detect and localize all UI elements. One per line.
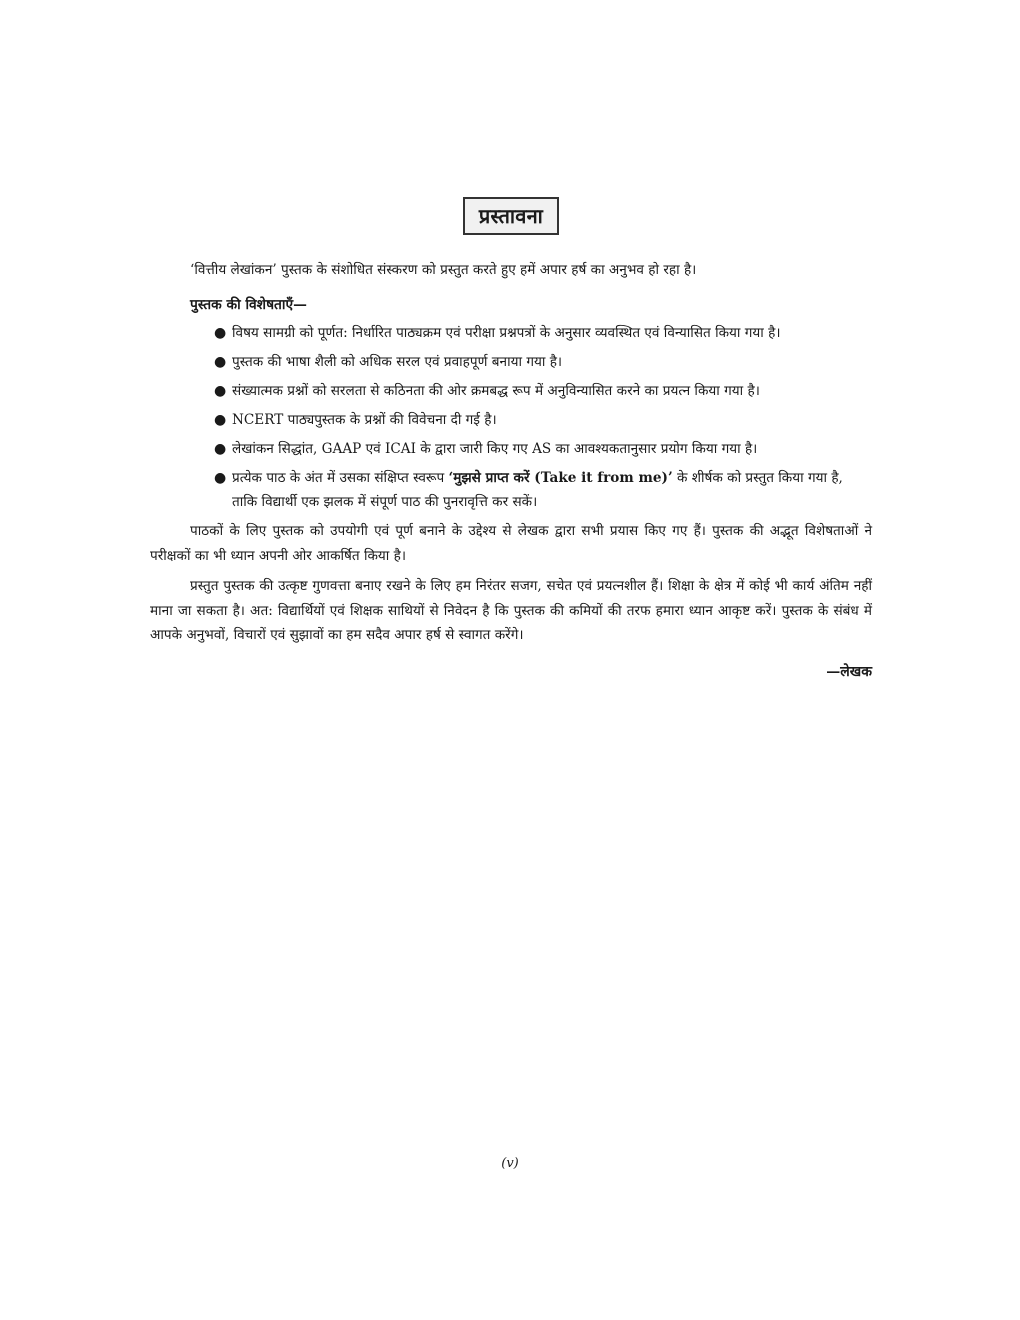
feature-text: NCERT पाठ्यपुस्तक के प्रश्नों की विवेचना दी गई है। bbox=[232, 412, 497, 428]
list-item bbox=[214, 437, 872, 461]
feature-text-after: के शीर्षक को प्रस्तुत किया गया है, ताकि विद्यार्थी एक झलक में संपूर्ण पाठ की पुनरावृत्ति कर सकें। bbox=[232, 470, 843, 510]
author-signature: —लेखक bbox=[826, 663, 872, 680]
feature-text-before: प्रत्येक पाठ के अंत में उसका संक्षिप्त स्वरूप bbox=[232, 470, 449, 486]
bullet-icon: ● bbox=[214, 412, 227, 428]
bullet-icon: ● bbox=[214, 470, 227, 486]
features-list bbox=[150, 321, 872, 514]
feature-text-bold: ‘मुझसे प्राप्त करें (Take it from me)’ bbox=[448, 470, 673, 486]
feature-text: लेखांकन सिद्धांत, GAAP एवं ICAI के द्वारा जारी किए गए AS का आवश्यकतानुसार प्रयोग किया गया है। bbox=[232, 441, 758, 457]
bullet-icon: ● bbox=[214, 383, 227, 399]
body-paragraph-2: प्रस्तुत पुस्तक की उत्कृष्ट गुणवत्ता बनाए रखने के लिए हम निरंतर सजग, सचेत एवं प्रयत्नशील हैं। शिक्षा के क्षेत्र में कोई भी कार्य अंतिम नहीं माना जा सकता है। अत: विद्यार्थियों एवं शिक्षक साथियों से निवेदन है कि पुस्तक की कमियों की तरफ हमारा ध्यान आकृष्ट करें। पुस्तक के संबंध में आपके अनुभवों, विचारों एवं सुझावों का हम सदैव अपार हर्ष से स्वागत करेंगे। bbox=[150, 578, 872, 643]
list-item bbox=[214, 350, 872, 374]
bullet-icon: ● bbox=[214, 441, 227, 457]
document-body bbox=[150, 258, 872, 684]
feature-text: विषय सामग्री को पूर्णत: निर्धारित पाठ्यक्रम एवं परीक्षा प्रश्नपत्रों के अनुसार व्यवस्थित एवं विन्यासित किया गया है। bbox=[232, 325, 781, 341]
feature-text: पुस्तक की भाषा शैली को अधिक सरल एवं प्रवाहपूर्ण बनाया गया है। bbox=[232, 354, 563, 370]
list-item bbox=[214, 408, 872, 432]
feature-text: संख्यात्मक प्रश्नों को सरलता से कठिनता की ओर क्रमबद्ध रूप में अनुविन्यासित करने का प्रयत्न किया गया है। bbox=[232, 383, 760, 399]
intro-paragraph: ‘वित्तीय लेखांकन’ पुस्तक के संशोधित संस्करण को प्रस्तुत करते हुए हमें अपार हर्ष का अनुभव हो रहा है। bbox=[190, 262, 697, 278]
bullet-icon: ● bbox=[214, 354, 227, 370]
list-item bbox=[214, 321, 872, 345]
list-item bbox=[214, 379, 872, 403]
features-heading: पुस्तक की विशेषताएँ— bbox=[190, 296, 307, 313]
page-number: (v) bbox=[501, 1156, 519, 1171]
bullet-icon: ● bbox=[214, 325, 227, 341]
title-wrapper bbox=[150, 197, 872, 235]
list-item bbox=[214, 466, 872, 514]
body-paragraph-1: पाठकों के लिए पुस्तक को उपयोगी एवं पूर्ण बनाने के उद्देश्य से लेखक द्वारा सभी प्रयास किए गए हैं। पुस्तक की अद्भूत विशेषताओं ने परीक्षकों का भी ध्यान अपनी ओर आकर्षित किया है। bbox=[150, 523, 872, 564]
page-title: प्रस्तावना bbox=[463, 197, 559, 235]
